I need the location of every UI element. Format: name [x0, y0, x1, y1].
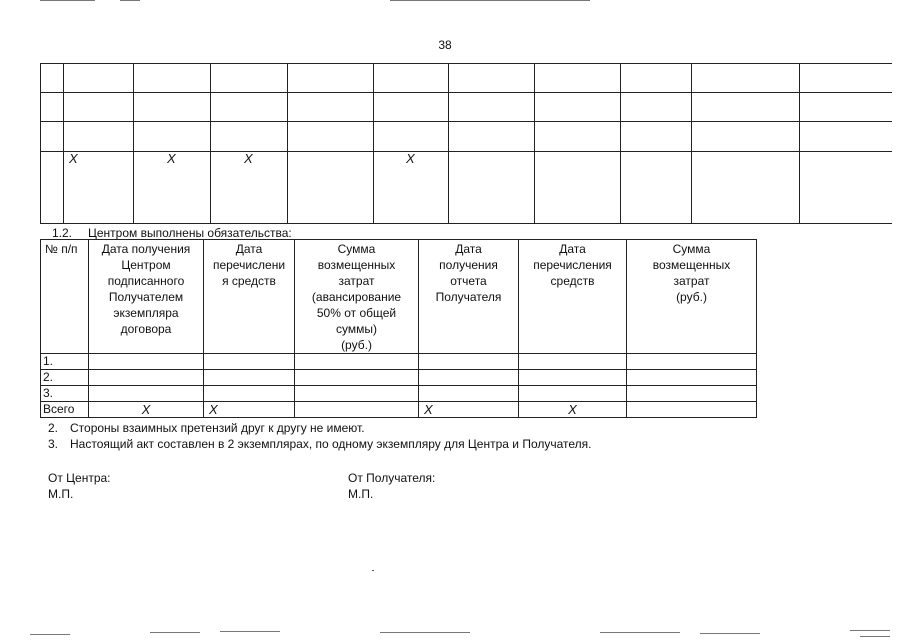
x-mark: X: [519, 402, 627, 418]
header-transfer-date: Дата перечислени я средств: [204, 240, 295, 354]
signature-label: От Центра:: [48, 471, 111, 485]
table-row: [41, 386, 757, 402]
clause-number: 2.: [48, 421, 59, 435]
x-mark: X: [406, 151, 415, 166]
header-reimbursed-amount: Сумма возмещенных затрат (руб.): [627, 240, 757, 354]
total-label: Всего: [41, 402, 89, 418]
continued-table: [40, 63, 892, 224]
scan-artifact-bottom: [380, 632, 470, 633]
x-mark: X: [89, 402, 204, 418]
stamp-placeholder: М.П.: [48, 487, 74, 501]
x-mark: X: [69, 151, 78, 166]
section-number: 1.2.: [52, 226, 73, 240]
continued-table-row: [41, 93, 892, 122]
scan-artifact-bottom: [150, 632, 200, 633]
continued-table-row: [41, 122, 892, 152]
header-number: № п/п: [41, 240, 89, 354]
continued-table-row: [41, 64, 892, 93]
header-funds-transfer-date: Дата перечисления средств: [519, 240, 627, 354]
scan-artifact-bottom: [700, 633, 760, 634]
scan-artifact-top-left: [40, 0, 95, 1]
x-mark: X: [204, 402, 295, 418]
section-heading: [52, 226, 292, 240]
table-row: [41, 354, 757, 370]
table-row: [41, 370, 757, 386]
signature-label: От Получателя:: [348, 471, 436, 485]
scan-artifact-bottom: [860, 636, 890, 637]
header-report-receipt-date: Дата получения отчета Получателя: [419, 240, 519, 354]
row-number: 2.: [41, 370, 89, 386]
obligations-header-row: [41, 240, 757, 354]
scan-artifact-bottom: [30, 634, 70, 635]
scan-artifact-bottom: [850, 630, 890, 631]
scan-artifact-bottom: [220, 631, 280, 632]
header-contract-receipt-date: Дата получения Центром подписанного Получателем экземпляра договора: [89, 240, 204, 354]
scan-artifact-bottom: [600, 632, 680, 633]
clause-3: [48, 437, 592, 451]
stamp-placeholder: М.П.: [348, 487, 374, 501]
continued-table-row: [41, 152, 892, 224]
scan-artifact-dot: [372, 570, 374, 571]
x-mark: X: [244, 151, 253, 166]
total-row: [41, 402, 757, 418]
row-number: 3.: [41, 386, 89, 402]
row-number: 1.: [41, 354, 89, 370]
signature-block-center: [48, 470, 111, 502]
header-advance-amount: Сумма возмещенных затрат (авансирование 50% от общей суммы) (руб.): [295, 240, 419, 354]
x-mark: X: [167, 151, 176, 166]
scan-artifact-top-mid: [120, 0, 140, 1]
clause-text: Настоящий акт составлен в 2 экземплярах, по одному экземпляру для Центра и Получателя.: [70, 437, 592, 451]
scan-artifact-top-right: [390, 0, 590, 1]
clause-text: Стороны взаимных претензий друг к другу не имеют.: [70, 421, 365, 435]
section-title: Центром выполнены обязательства:: [88, 226, 292, 240]
page-number: 38: [438, 38, 452, 52]
obligations-table: [40, 239, 757, 418]
signature-block-recipient: [348, 470, 435, 502]
x-mark: X: [419, 402, 519, 418]
clause-number: 3.: [48, 437, 59, 451]
clause-2: [48, 421, 365, 435]
